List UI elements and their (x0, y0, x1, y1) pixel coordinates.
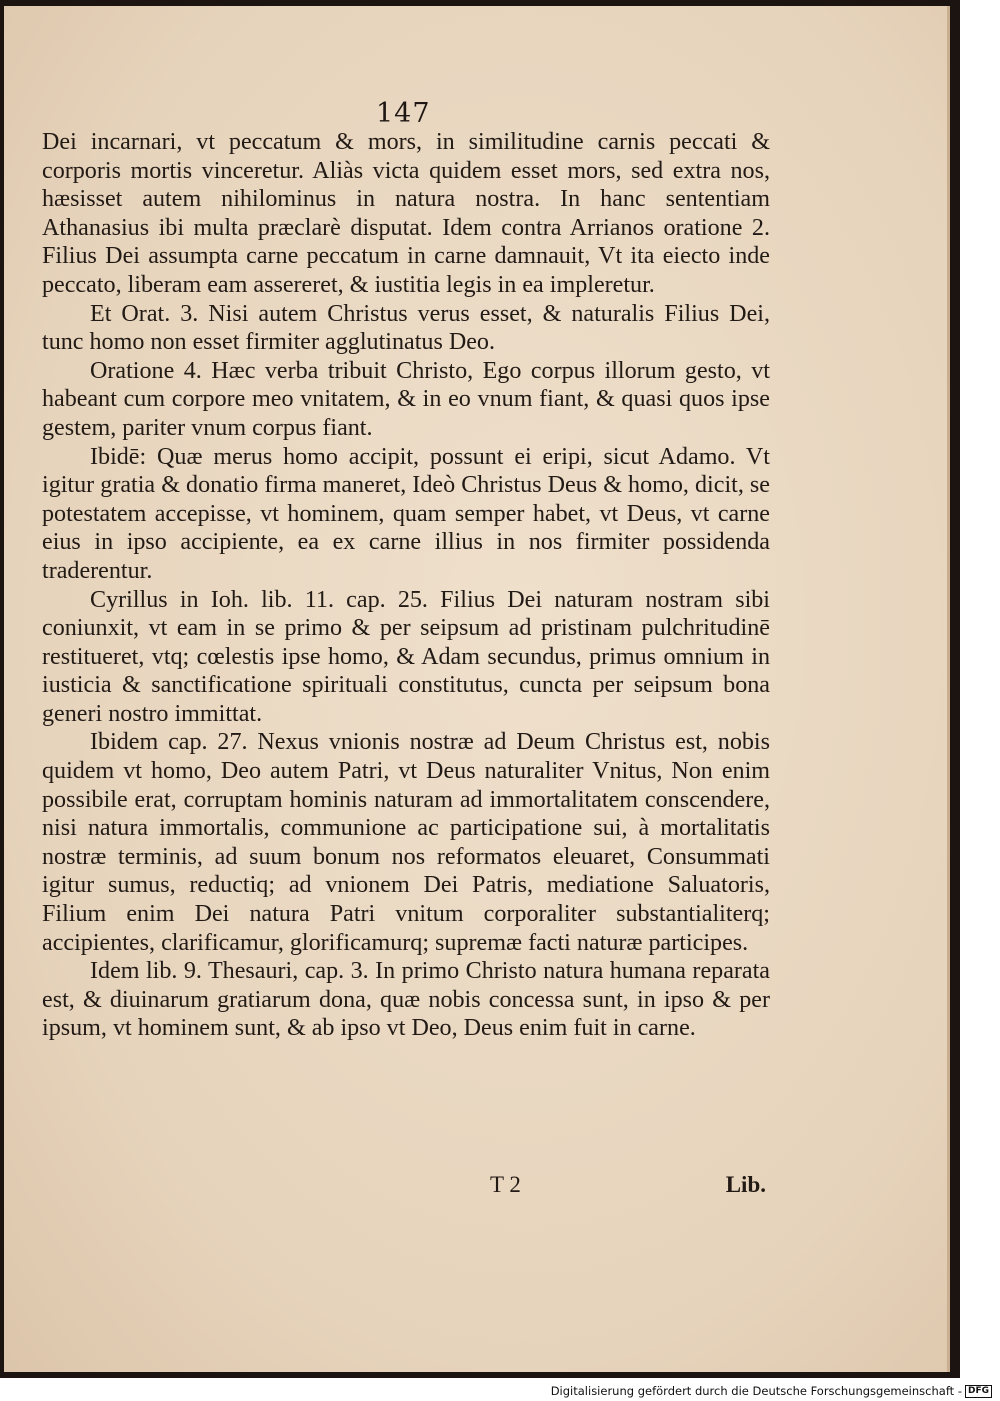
book-page (4, 6, 950, 1372)
page-number: 147 (376, 98, 431, 129)
page-footer (490, 1172, 766, 1198)
page-body-text (42, 128, 770, 1043)
funding-banner (551, 1384, 992, 1398)
paragraph-3: Oratione 4. Hæc verba tribuit Christo, Ego corpus illorum gesto, vt habeant cum corpore meo vnitatem, & in eo vnum fiant, & quasi quos ipse gestem, pariter vnum corpus fiant. (42, 357, 770, 441)
paragraph-7: Idem lib. 9. Thesauri, cap. 3. In primo Christo natura humana reparata est, & diuinarum gratiarum dona, quæ nobis concessa sunt, in ipso & per ipsum, vt hominem sunt, & ab ipso vt Deo, Deus enim fuit in carne. (42, 958, 770, 1042)
catchword: Lib. (725, 1172, 766, 1197)
paragraph-2: Et Orat. 3. Nisi autem Christus verus esset, & naturalis Filius Dei, tunc homo non esset firmiter agglutinatus Deo. (42, 300, 770, 356)
paragraph-4: Ibidē: Quæ merus homo accipit, possunt ei eripi, sicut Adamo. Vt igitur gratia & donatio firma maneret, Ideò Christus Deus & homo, dicit, se potestatem accepisse, vt hominem, quam semper habet, vt Deus, vt carne eius in ipso accipiente, ea ex carne illius in nos firmiter possidenda traderentur. (42, 443, 770, 584)
signature-mark: T 2 (490, 1172, 521, 1197)
paragraph-1: Dei incarnari, vt peccatum & mors, in similitudine carnis peccati & corporis mortis vinceretur. Aliàs victa quidem esset mors, sed extra nos, hæsisset autem nihilominus in natura nostra. In hanc sententiam Athanasius ibi multa præclarè disputat. Idem contra Arrianos oratione 2. Filius Dei assumpta carne peccatum in carne damnauit, Vt ita eiecto inde peccato, liberam eam assereret, & iustitia legis in ea impleretur. (42, 129, 770, 298)
funding-text: Digitalisierung gefördert durch die Deutsche Forschungsgemeinschaft - (550, 1384, 962, 1398)
dfg-logo-icon: DFG (965, 1385, 992, 1398)
paragraph-6: Ibidem cap. 27. Nexus vnionis nostræ ad Deum Christus est, nobis quidem vt homo, Deo autem Patri, vt Deus naturaliter Vnitus, Non enim possibile erat, corruptam hominis naturam ad immortalitatem conscendere, nisi natura immortalis, communione ac participatione sui, à mortalitatis nostræ terminis, ad suum bonum nos reformatos eleuaret, Consummati igitur sumus, reductiq; ad vnionem Dei Patris, mediatione Saluatoris, Filium enim Dei natura Patri vnitum corporaliter substantialiterq; accipientes, clarificamur, glorificamurq; supremæ facti naturæ participes. (42, 729, 770, 956)
paragraph-5: Cyrillus in Ioh. lib. 11. cap. 25. Filius Dei naturam nostram sibi coniunxit, vt eam in se primo & per seipsum ad pristinam pulchritudinē restitueret, vtq; cœlestis ipse homo, & Adam secundus, primus omnium in iusticia & sanctificatione spirituali constitutus, cuncta per seipsum bona generi nostro immittat. (42, 586, 770, 727)
